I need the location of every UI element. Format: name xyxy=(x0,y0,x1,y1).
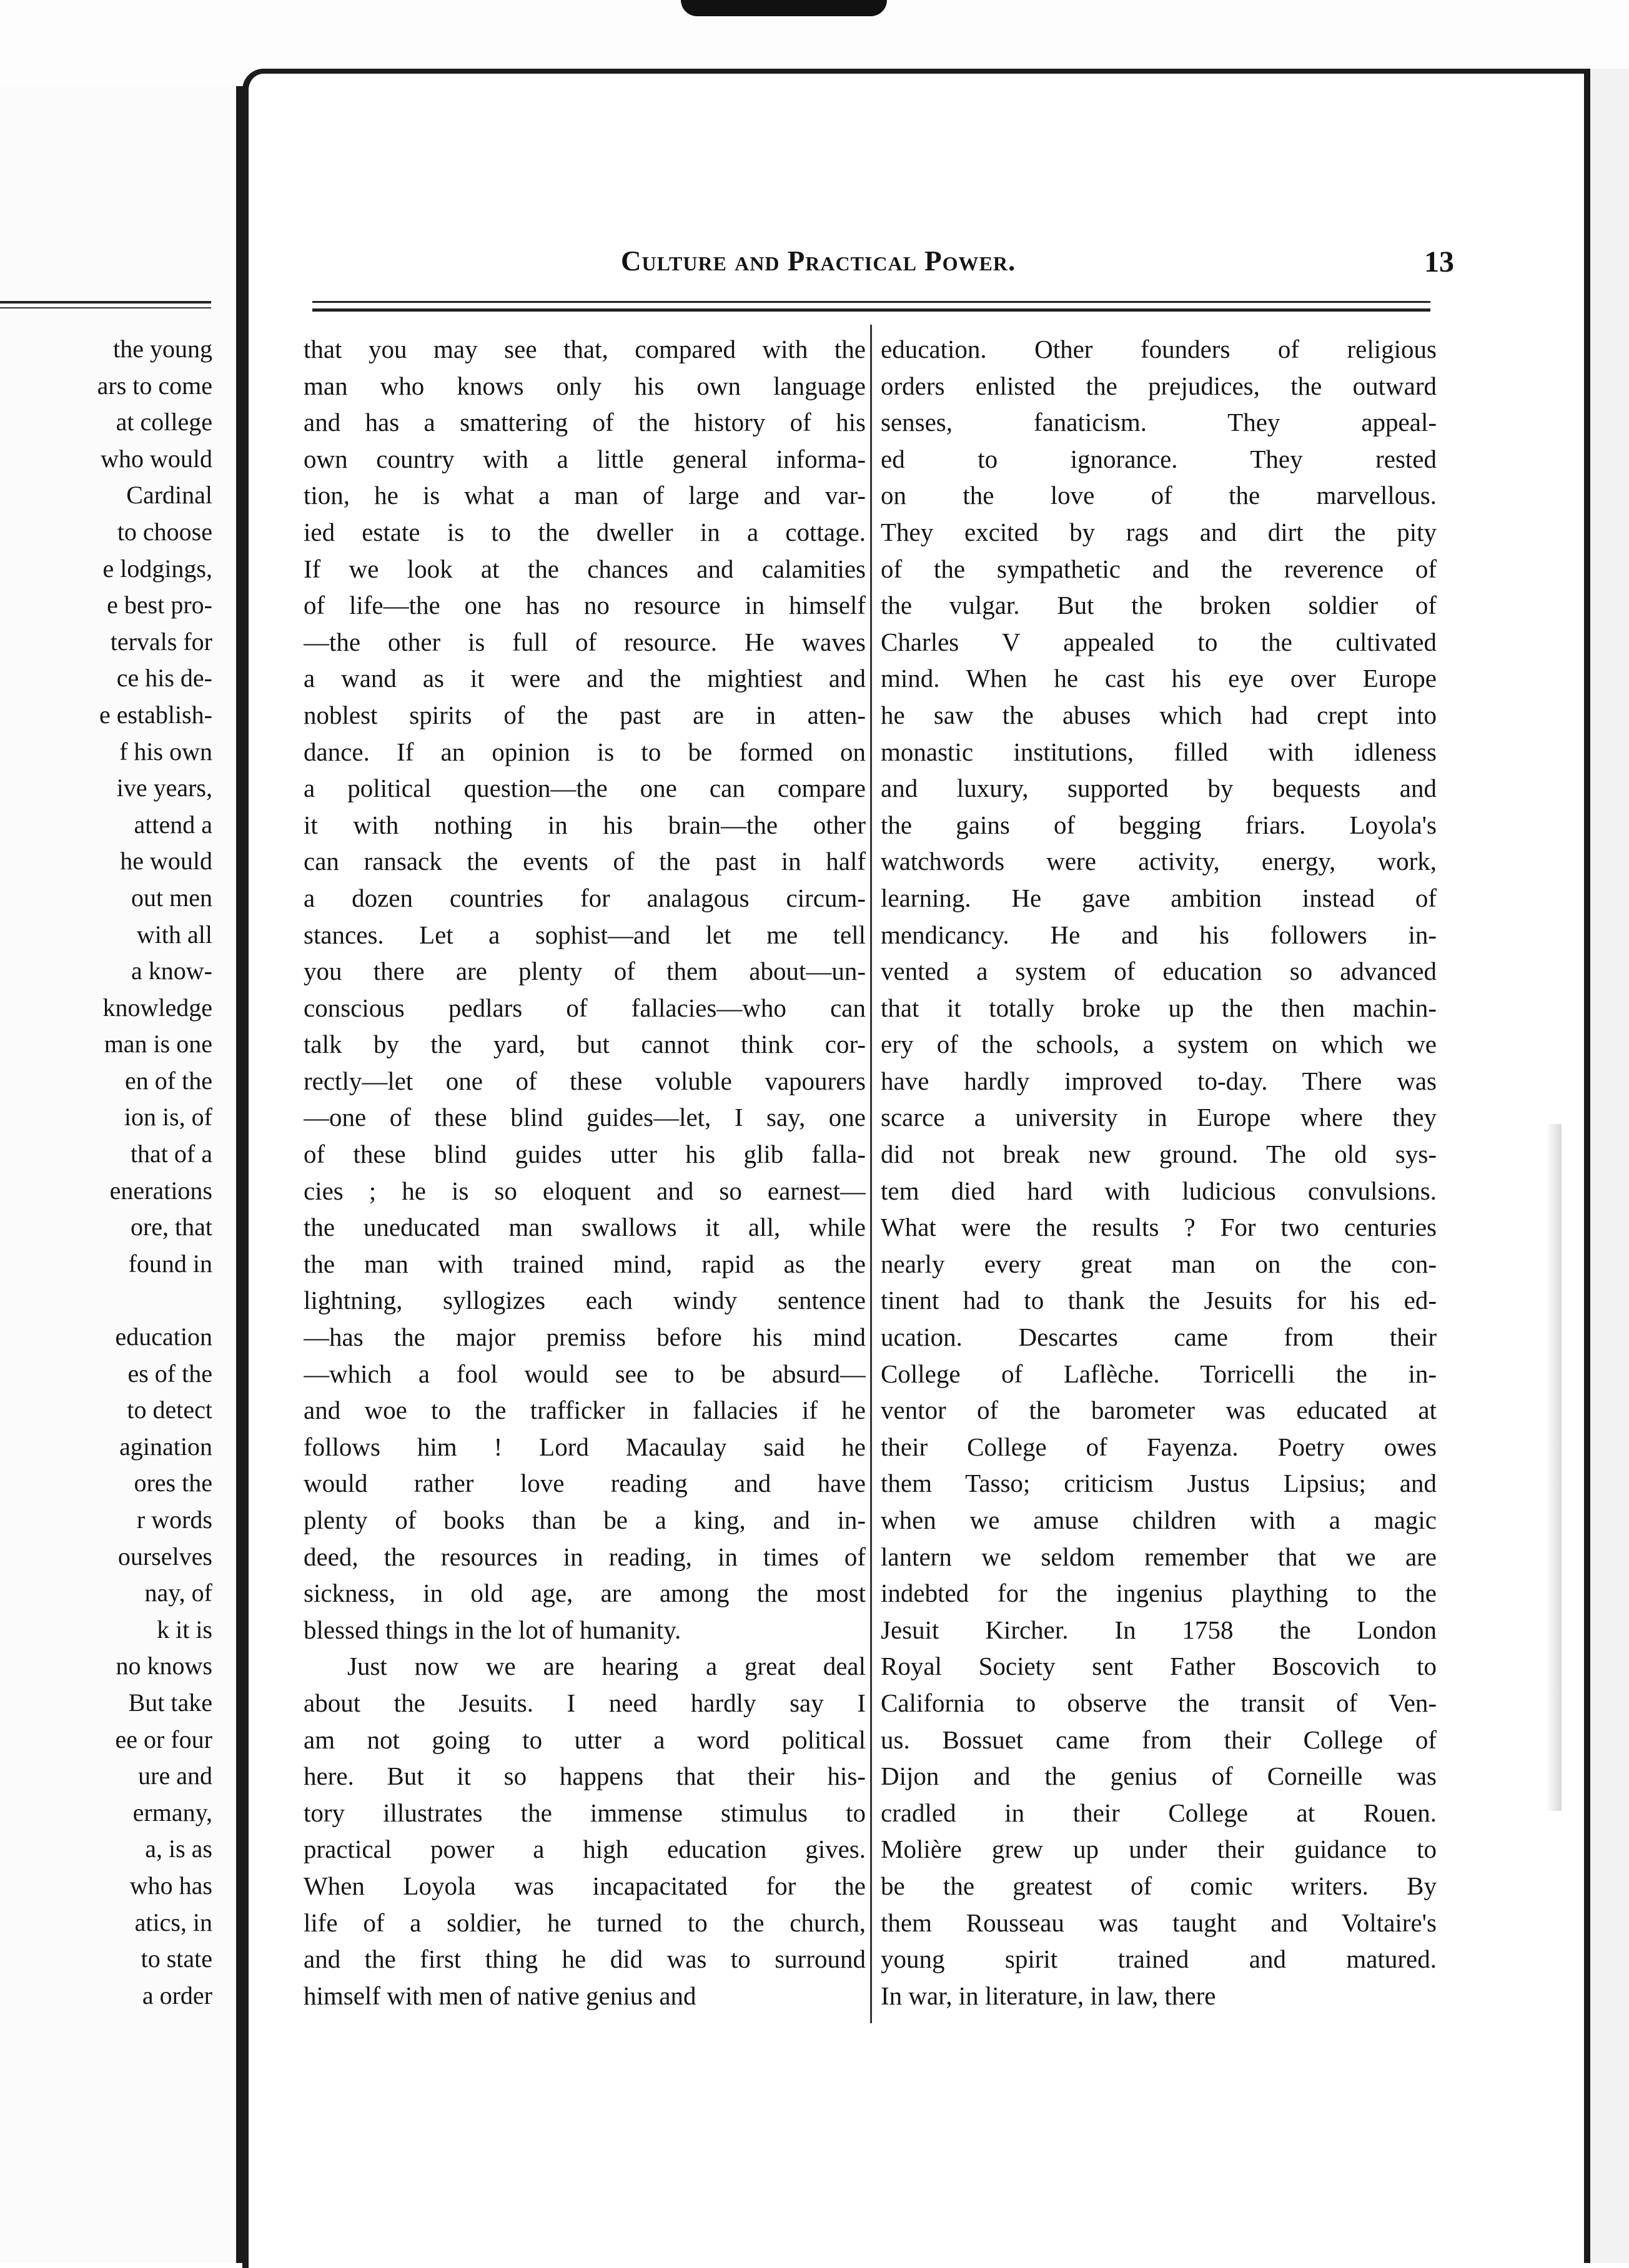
text-line: did not break new ground. The old sys- xyxy=(881,1140,1437,1169)
text-line: that you may see that, compared with the xyxy=(304,335,866,363)
text-line: own country with a little general informa- xyxy=(304,444,866,473)
facing-page-line: to detect xyxy=(127,1396,212,1424)
text-line: a wand as it were and the mightiest and xyxy=(304,664,866,693)
text-line: When Loyola was incapacitated for the xyxy=(304,1871,866,1900)
facing-page-line: k it is xyxy=(157,1615,212,1644)
facing-page-line: ores the xyxy=(134,1469,212,1497)
text-line: have hardly improved to-day. There was xyxy=(881,1066,1437,1095)
facing-page-line: to state xyxy=(141,1945,212,1973)
text-line: ed to ignorance. They rested xyxy=(881,444,1437,473)
text-line: that it totally broke up the then machin- xyxy=(881,993,1437,1022)
facing-page-rule-thin xyxy=(0,307,211,308)
text-line: They excited by rags and dirt the pity xyxy=(881,517,1437,546)
text-line: the uneducated man swallows it all, while xyxy=(304,1213,866,1242)
facing-page-line: a order xyxy=(142,1981,212,2009)
facing-page-line: agination xyxy=(119,1432,212,1461)
text-line: them Tasso; criticism Justus Lipsius; and xyxy=(881,1469,1437,1498)
facing-page-line: en of the xyxy=(125,1066,212,1095)
facing-page-line: tervals for xyxy=(110,627,212,656)
facing-page-line: that of a xyxy=(130,1140,212,1168)
text-line: he saw the abuses which had crept into xyxy=(881,700,1437,729)
column-divider xyxy=(870,325,872,2023)
facing-page-line: e lodgings, xyxy=(102,554,212,583)
facing-page-line: Cardinal xyxy=(126,481,212,510)
facing-page-line: ive years, xyxy=(116,774,212,802)
text-line: nearly every great man on the con- xyxy=(881,1249,1437,1278)
text-line: mind. When he cast his eye over Europe xyxy=(881,664,1437,693)
facing-page-line: ure and xyxy=(138,1762,212,1790)
text-line: you there are plenty of them about—un- xyxy=(304,957,866,986)
text-line: blessed things in the lot of humanity. xyxy=(304,1615,681,1644)
facing-page-line: nay, of xyxy=(144,1579,212,1607)
text-line: here. But it so happens that their his- xyxy=(304,1762,866,1791)
text-line: Royal Society sent Father Boscovich to xyxy=(881,1652,1437,1681)
text-line: lightning, syllogizes each windy sentence xyxy=(304,1286,866,1315)
page-fold-shadow xyxy=(1546,1124,1562,1811)
text-line: cradled in their College at Rouen. xyxy=(881,1798,1437,1827)
text-line: monastic institutions, filled with idleness xyxy=(881,737,1437,766)
text-line: ucation. Descartes came from their xyxy=(881,1323,1437,1352)
text-line: young spirit trained and matured. xyxy=(881,1945,1437,1974)
facing-page-line: ermany, xyxy=(132,1798,212,1827)
text-line: am not going to utter a word political xyxy=(304,1725,866,1754)
text-line: can ransack the events of the past in half xyxy=(304,847,866,876)
text-line: of these blind guides utter his glib falla- xyxy=(304,1140,866,1169)
text-line: Jesuit Kircher. In 1758 the London xyxy=(881,1615,1437,1644)
text-line: deed, the resources in reading, in times of xyxy=(304,1542,866,1571)
page-number: 13 xyxy=(1424,245,1454,279)
text-line: talk by the yard, but cannot think cor- xyxy=(304,1030,866,1059)
text-line: and has a smattering of the history of his xyxy=(304,408,866,437)
facing-page-line: enerations xyxy=(109,1176,212,1205)
text-line: ery of the schools, a system on which we xyxy=(881,1030,1437,1059)
facing-page-line: man is one xyxy=(104,1030,212,1058)
text-line: would rather love reading and have xyxy=(304,1469,866,1498)
text-line: California to observe the transit of Ven- xyxy=(881,1688,1437,1717)
text-line: conscious pedlars of fallacies—who can xyxy=(304,993,866,1022)
facing-page-text xyxy=(0,331,212,2014)
text-line: the gains of begging friars. Loyola's xyxy=(881,810,1437,839)
text-line: education. Other founders of religious xyxy=(881,335,1437,363)
facing-page-line: atics, in xyxy=(134,1908,212,1936)
facing-page-line: But take xyxy=(128,1688,212,1717)
text-line: on the love of the marvellous. xyxy=(881,481,1437,510)
facing-page-line: a know- xyxy=(131,957,212,985)
text-line: —which a fool would see to be absurd— xyxy=(304,1359,866,1388)
text-line: sickness, in old age, are among the most xyxy=(304,1579,866,1608)
text-line: scarce a university in Europe where they xyxy=(881,1103,1437,1132)
text-line: a dozen countries for analagous circum- xyxy=(304,883,866,912)
text-line: Charles V appealed to the cultivated xyxy=(881,627,1437,656)
text-line: tinent had to thank the Jesuits for his ed- xyxy=(881,1286,1437,1315)
facing-page-line: ion is, of xyxy=(124,1103,212,1132)
text-line: College of Laflèche. Torricelli the in- xyxy=(881,1359,1437,1388)
text-line: indebted for the ingenius plaything to the xyxy=(881,1579,1437,1608)
facing-page-line: es of the xyxy=(127,1359,212,1388)
text-line: Just now we are hearing a great deal xyxy=(347,1652,866,1681)
running-title: Culture and Practical Power. xyxy=(621,245,1016,277)
text-line: Molière grew up under their guidance to xyxy=(881,1835,1437,1864)
text-line: ied estate is to the dweller in a cottage. xyxy=(304,517,866,546)
text-line: learning. He gave ambition instead of xyxy=(881,883,1437,912)
facing-page-line: at college xyxy=(116,408,212,436)
text-line: ventor of the barometer was educated at xyxy=(881,1396,1437,1425)
text-line: cies ; he is so eloquent and so earnest— xyxy=(304,1176,866,1205)
text-line: rectly—let one of these voluble vapourers xyxy=(304,1066,866,1095)
facing-page-line: found in xyxy=(128,1249,212,1278)
facing-page-line: a, is as xyxy=(145,1835,212,1863)
facing-page-line: no knows xyxy=(116,1652,212,1680)
text-line: If we look at the chances and calamities xyxy=(304,554,866,583)
facing-page-line: ourselves xyxy=(117,1542,212,1570)
facing-page-line: with all xyxy=(136,920,212,949)
facing-page-left xyxy=(0,86,244,2263)
facing-page-rule xyxy=(0,301,211,303)
header-rule-thin xyxy=(312,301,1430,303)
text-line: practical power a high education gives. xyxy=(304,1835,866,1864)
text-line: himself with men of native genius and xyxy=(304,1981,696,2010)
facing-page-line: ore, that xyxy=(130,1213,212,1241)
text-line: tory illustrates the immense stimulus to xyxy=(304,1798,866,1827)
facing-page-line: the young xyxy=(113,335,212,363)
text-line: vented a system of education so advanced xyxy=(881,957,1437,986)
facing-page-line: r words xyxy=(136,1506,212,1534)
text-line: us. Bossuet came from their College of xyxy=(881,1725,1437,1754)
facing-page-line: he would xyxy=(120,847,212,875)
text-line: follows him ! Lord Macaulay said he xyxy=(304,1432,866,1461)
header-rule-thick xyxy=(312,308,1430,312)
facing-page-line: f his own xyxy=(119,737,212,766)
text-line: Dijon and the genius of Corneille was xyxy=(881,1762,1437,1791)
text-line: plenty of books than be a king, and in- xyxy=(304,1506,866,1534)
text-line: a political question—the one can compare xyxy=(304,774,866,803)
facing-page-line: education xyxy=(115,1323,212,1351)
scan-artifact xyxy=(681,0,887,16)
text-line: them Rousseau was taught and Voltaire's xyxy=(881,1908,1437,1937)
text-line: tion, he is what a man of large and var- xyxy=(304,481,866,510)
facing-page-line: who would xyxy=(101,444,212,473)
facing-page-line: out men xyxy=(131,883,212,912)
text-line: about the Jesuits. I need hardly say I xyxy=(304,1688,866,1717)
text-line: their College of Fayenza. Poetry owes xyxy=(881,1432,1437,1461)
text-line: senses, fanaticism. They appeal- xyxy=(881,408,1437,437)
facing-page-line: to choose xyxy=(117,517,212,546)
page-edge-right xyxy=(1584,69,1629,2263)
facing-page-line: ee or four xyxy=(115,1725,212,1753)
text-line: watchwords were activity, energy, work, xyxy=(881,847,1437,876)
text-line: What were the results ? For two centuries xyxy=(881,1213,1437,1242)
facing-page-line: knowledge xyxy=(102,993,212,1022)
text-line: —has the major premiss before his mind xyxy=(304,1323,866,1352)
text-line: it with nothing in his brain—the other xyxy=(304,810,866,839)
facing-page-line: ars to come xyxy=(97,371,212,400)
text-line: lantern we seldom remember that we are xyxy=(881,1542,1437,1571)
facing-page-line: e establish- xyxy=(99,700,212,729)
text-line: noblest spirits of the past are in atten- xyxy=(304,700,866,729)
text-line: and the first thing he did was to surround xyxy=(304,1945,866,1974)
text-line: orders enlisted the prejudices, the outward xyxy=(881,371,1437,400)
text-line: and luxury, supported by bequests and xyxy=(881,774,1437,803)
text-line: when we amuse children with a magic xyxy=(881,1506,1437,1534)
facing-page-line: who has xyxy=(129,1871,212,1900)
text-line: man who knows only his own language xyxy=(304,371,866,400)
text-line: the vulgar. But the broken soldier of xyxy=(881,591,1437,620)
text-line: tem died hard with ludicious convulsions. xyxy=(881,1176,1437,1205)
text-column-right xyxy=(881,331,1437,2014)
text-line: dance. If an opinion is to be formed on xyxy=(304,737,866,766)
text-line: —one of these blind guides—let, I say, one xyxy=(304,1103,866,1132)
text-line: life of a soldier, he turned to the church, xyxy=(304,1908,866,1937)
facing-page-line: e best pro- xyxy=(107,591,212,619)
text-line: the man with trained mind, rapid as the xyxy=(304,1249,866,1278)
text-line: mendicancy. He and his followers in- xyxy=(881,920,1437,949)
text-line: be the greatest of comic writers. By xyxy=(881,1871,1437,1900)
facing-page-line: ce his de- xyxy=(116,664,212,693)
text-line: stances. Let a sophist—and let me tell xyxy=(304,920,866,949)
text-column-left xyxy=(304,331,866,2014)
text-line: of life—the one has no resource in himself xyxy=(304,591,866,620)
text-line: In war, in literature, in law, there xyxy=(881,1981,1216,2010)
facing-page-line: attend a xyxy=(134,810,212,839)
text-line: —the other is full of resource. He waves xyxy=(304,627,866,656)
text-line: and woe to the trafficker in fallacies if he xyxy=(304,1396,866,1425)
text-line: of the sympathetic and the reverence of xyxy=(881,554,1437,583)
facing-page-line xyxy=(0,1282,212,1319)
